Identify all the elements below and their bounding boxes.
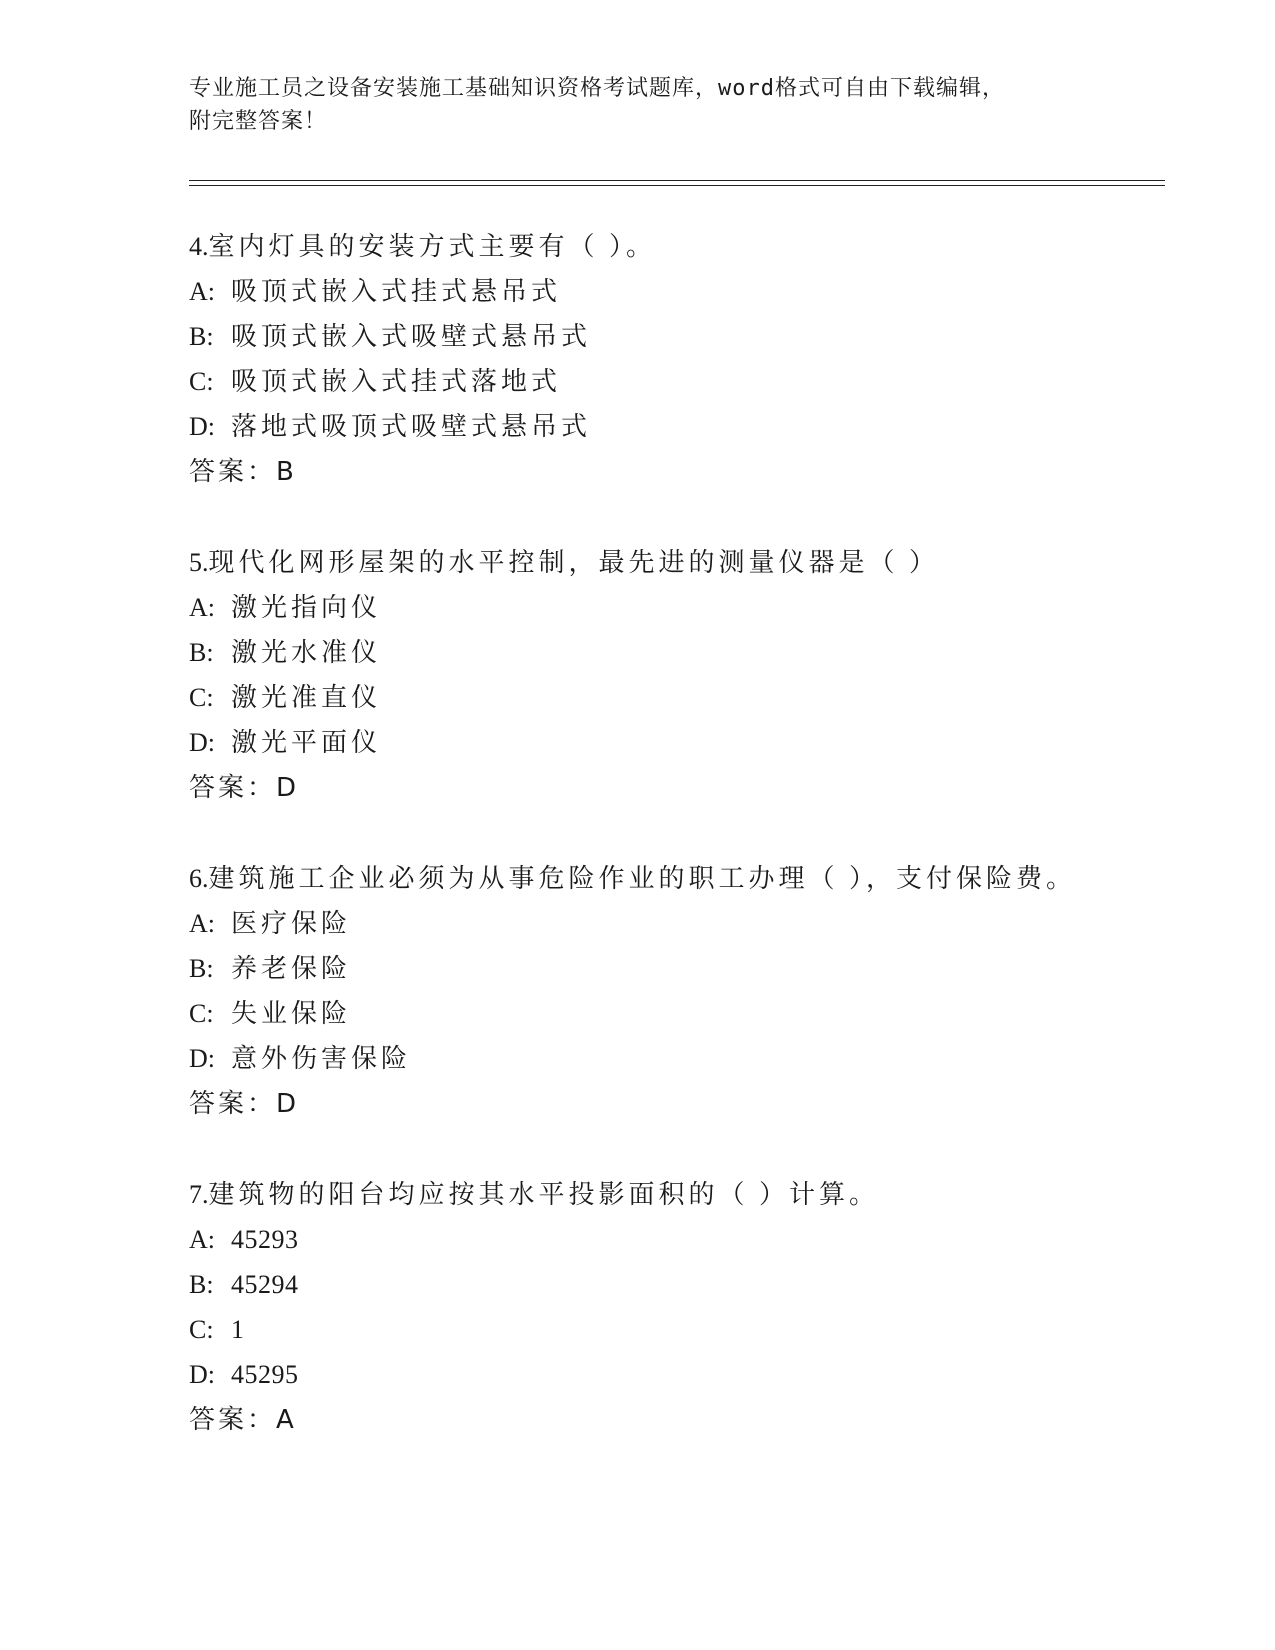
header-line-2: 附完整答案！ (189, 109, 328, 134)
option-c (189, 1315, 245, 1345)
option-label: D: (189, 1360, 215, 1389)
option-d (189, 1044, 411, 1074)
option-b (189, 638, 381, 668)
question-number: 7. (189, 1180, 209, 1209)
answer-key: 答案： (189, 1089, 277, 1119)
header-divider-bottom (189, 185, 1165, 186)
option-text: 医疗保险 (231, 909, 352, 938)
answer-line (189, 773, 297, 803)
question-stem (189, 1180, 879, 1210)
option-text: 45294 (231, 1270, 299, 1299)
option-label: C: (189, 1315, 214, 1344)
option-text: 45293 (231, 1225, 299, 1254)
question-stem (189, 232, 656, 262)
option-b (189, 954, 351, 984)
answer-line (189, 457, 295, 487)
document-header (189, 72, 1169, 138)
option-label: C: (189, 999, 214, 1028)
option-text: 养老保险 (231, 954, 352, 983)
question-text: 室内灯具的安装方式主要有（ ）。 (208, 232, 657, 261)
answer-key: 答案： (189, 773, 277, 803)
option-text: 45295 (231, 1360, 299, 1389)
option-label: A: (189, 593, 215, 622)
option-c (189, 999, 351, 1029)
question-number: 6. (189, 864, 209, 893)
option-text: 吸顶式嵌入式挂式悬吊式 (231, 277, 562, 306)
option-text: 意外伤害保险 (231, 1044, 412, 1073)
option-label: D: (189, 412, 215, 441)
option-a (189, 277, 561, 307)
option-label: C: (189, 367, 214, 396)
option-text: 落地式吸顶式吸壁式悬吊式 (231, 412, 592, 441)
option-text: 激光准直仪 (231, 683, 382, 712)
question-number: 4. (189, 232, 209, 261)
option-text: 激光水准仪 (231, 638, 382, 667)
option-d (189, 412, 591, 442)
option-a (189, 1225, 299, 1255)
question-stem (189, 864, 1076, 894)
question-stem (189, 548, 939, 578)
option-label: B: (189, 1270, 214, 1299)
option-text: 吸顶式嵌入式吸壁式悬吊式 (231, 322, 592, 351)
question-number: 5. (189, 548, 209, 577)
option-d (189, 1360, 299, 1390)
answer-line (189, 1089, 297, 1119)
question-text: 建筑物的阳台均应按其水平投影面积的（ ）计算。 (208, 1180, 880, 1209)
answer-value: B (276, 457, 295, 487)
answer-value: D (276, 1089, 298, 1119)
option-text: 失业保险 (231, 999, 352, 1028)
option-label: D: (189, 1044, 215, 1073)
option-a (189, 909, 351, 939)
option-c (189, 683, 381, 713)
question-text: 建筑施工企业必须为从事危险作业的职工办理（ ），支付保险费。 (208, 864, 1077, 893)
option-label: C: (189, 683, 214, 712)
header-divider-top (189, 180, 1165, 181)
option-b (189, 322, 591, 352)
option-d (189, 728, 381, 758)
option-label: D: (189, 728, 215, 757)
option-label: A: (189, 909, 215, 938)
answer-value: D (276, 773, 298, 803)
answer-line (189, 1405, 295, 1435)
option-text: 1 (231, 1315, 245, 1344)
option-b (189, 1270, 299, 1300)
header-line-1: 专业施工员之设备安装施工基础知识资格考试题库，word格式可自由下载编辑， (189, 76, 1005, 101)
option-label: B: (189, 638, 214, 667)
question-text: 现代化网形屋架的水平控制，最先进的测量仪器是（ ） (208, 548, 940, 577)
answer-key: 答案： (189, 1405, 277, 1435)
option-label: A: (189, 1225, 215, 1254)
answer-key: 答案： (189, 457, 277, 487)
option-text: 吸顶式嵌入式挂式落地式 (231, 367, 562, 396)
option-label: B: (189, 954, 214, 983)
option-label: A: (189, 277, 215, 306)
answer-value: A (276, 1405, 295, 1435)
option-a (189, 593, 381, 623)
option-text: 激光指向仪 (231, 593, 382, 622)
option-c (189, 367, 561, 397)
option-text: 激光平面仪 (231, 728, 382, 757)
option-label: B: (189, 322, 214, 351)
